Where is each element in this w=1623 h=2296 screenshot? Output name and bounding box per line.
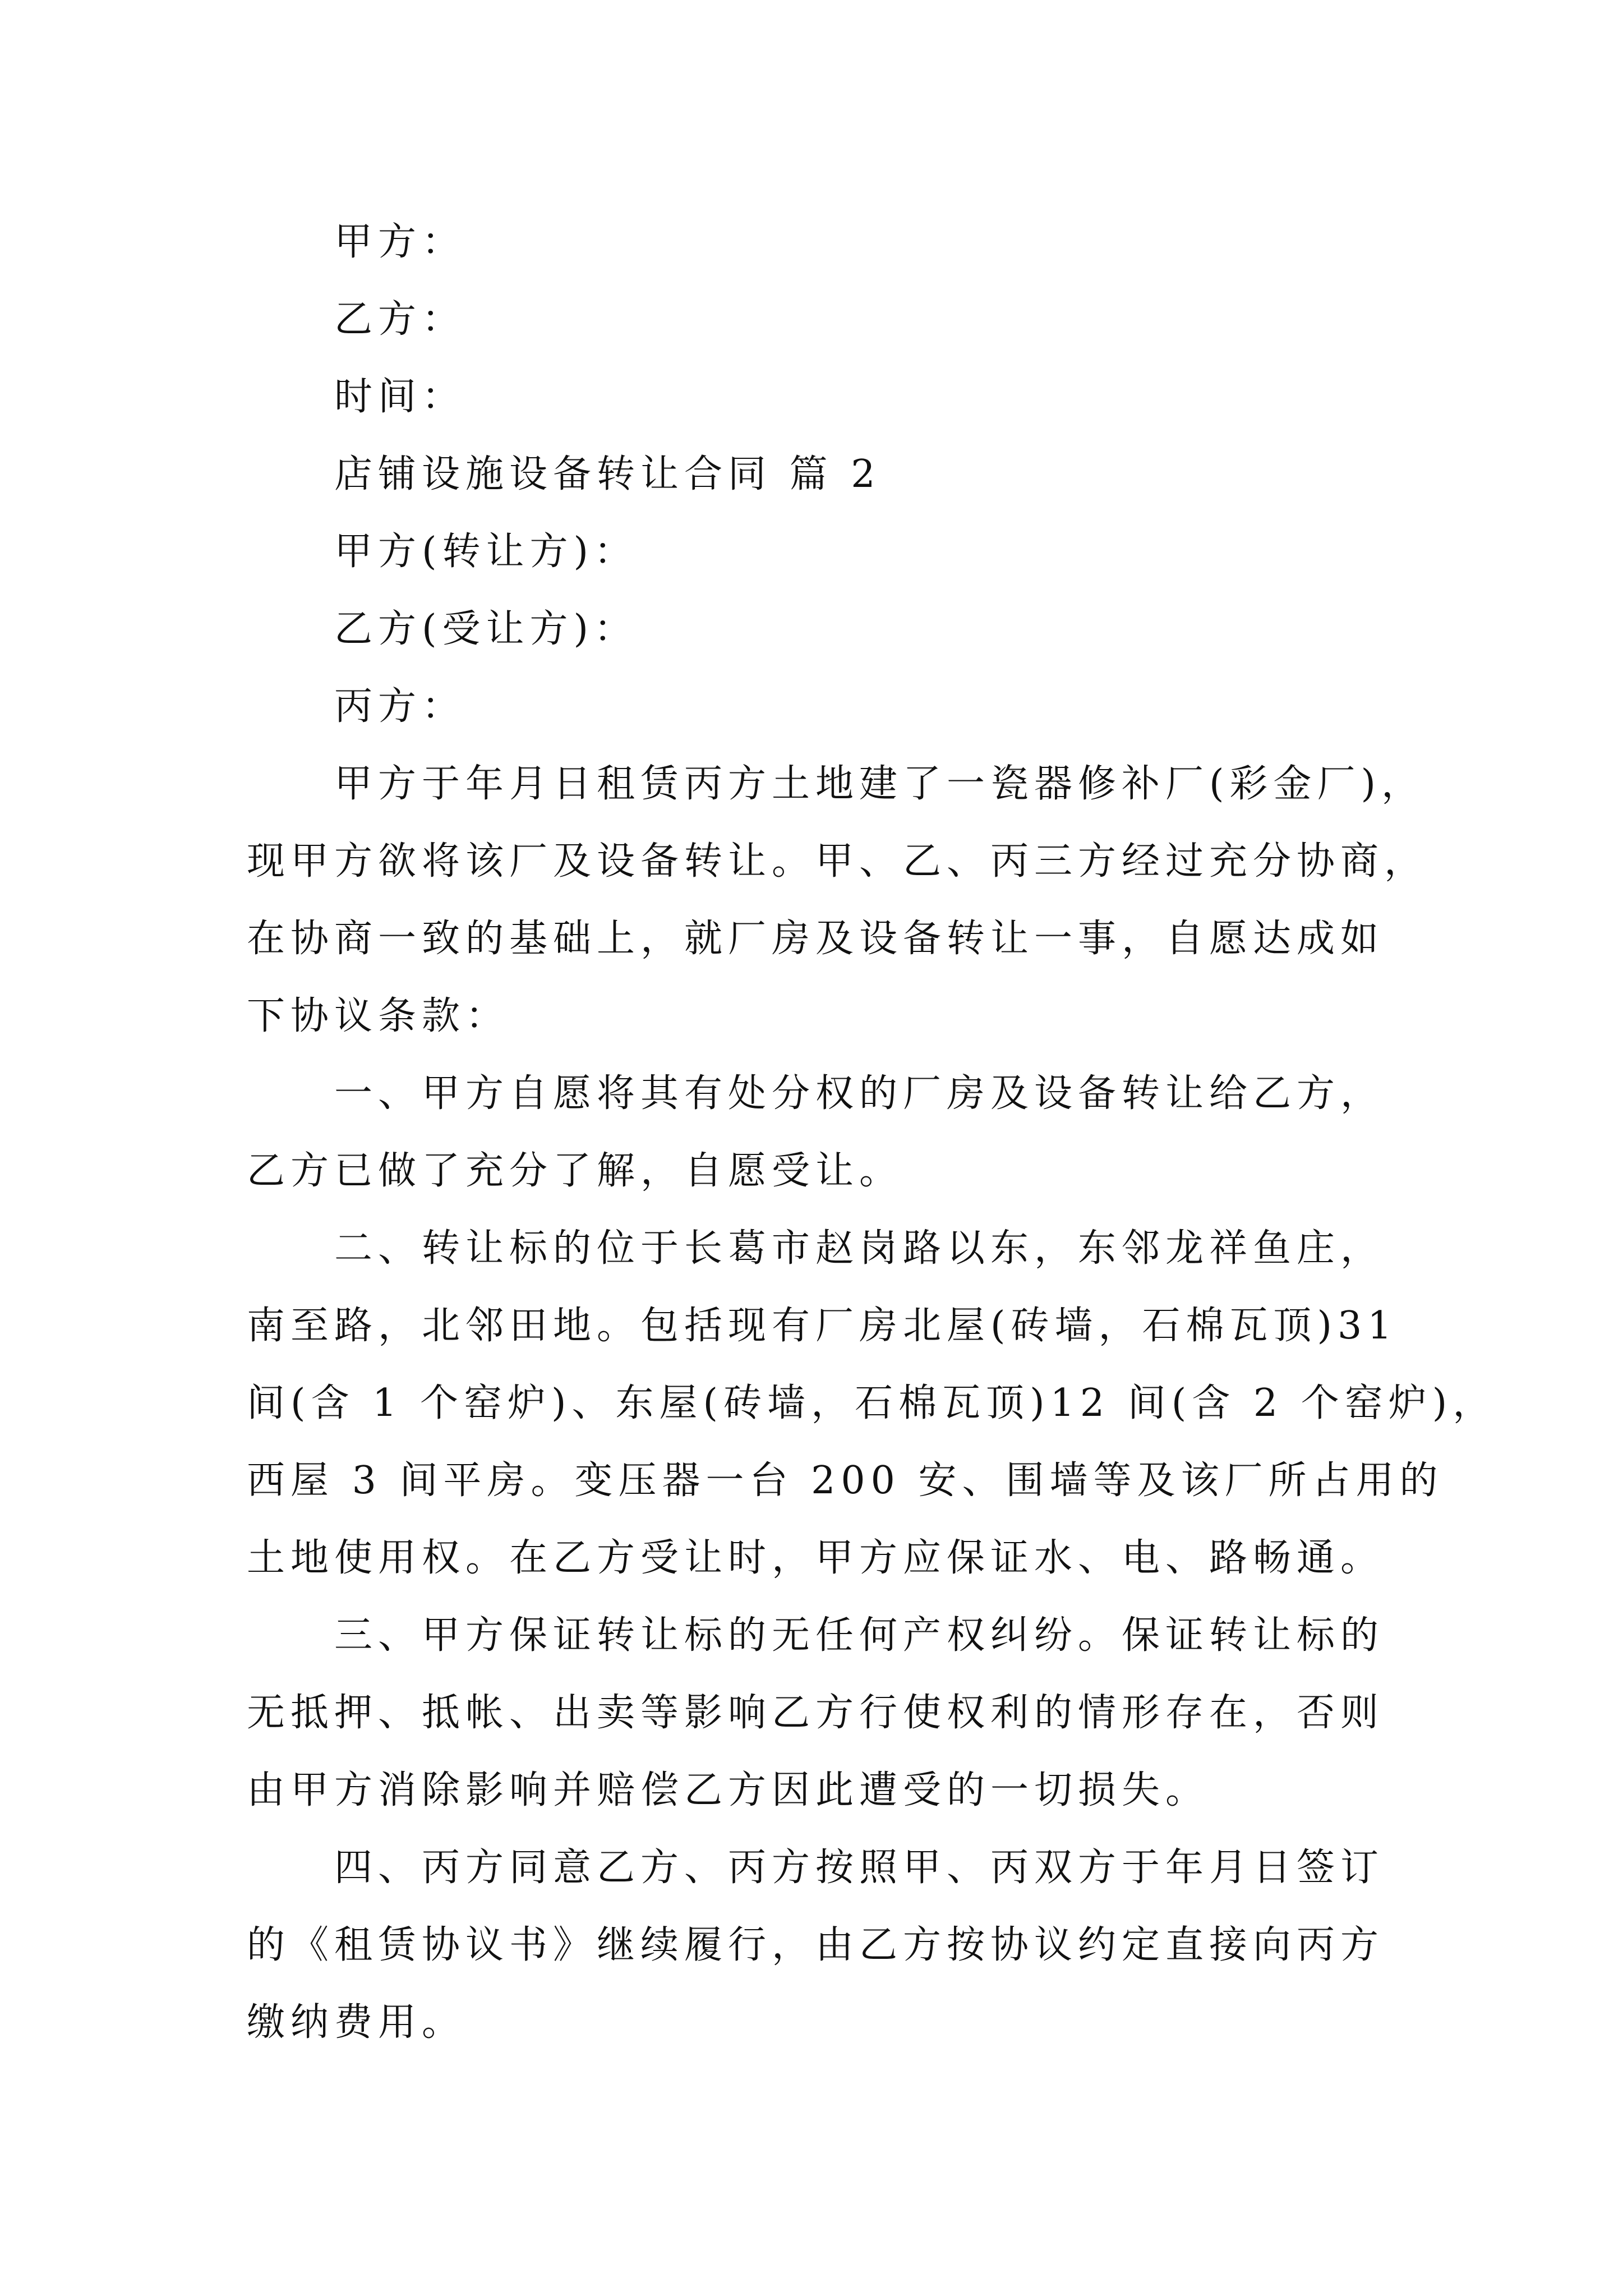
clause-4-line: 的《租赁协议书》继续履行，由乙方按协议约定直接向丙方	[247, 1923, 1385, 1967]
paragraph-line: 下协议条款：	[247, 994, 510, 1038]
clause-4-line: 缴纳费用。	[247, 2000, 466, 2045]
party-transferor-label: 甲方(转让方)：	[334, 530, 638, 574]
clause-4-line: 四、丙方同意乙方、丙方按照甲、丙双方于年月日签订	[334, 1846, 1385, 1890]
clause-3-line: 由甲方消除影响并赔偿乙方因此遭受的一切损失。	[247, 1768, 1210, 1812]
clause-3-line: 无抵押、抵帐、出卖等影响乙方行使权利的情形存在，否则	[247, 1691, 1385, 1735]
clause-2-line: 土地使用权。在乙方受让时，甲方应保证水、电、路畅通。	[247, 1536, 1385, 1580]
clause-3-line: 三、甲方保证转让标的无任何产权纠纷。保证转让标的	[334, 1613, 1385, 1658]
clause-1-line: 乙方已做了充分了解，自愿受让。	[247, 1149, 903, 1193]
signature-date-label: 时间：	[334, 375, 466, 419]
clause-2-line: 南至路，北邻田地。包括现有厂房北屋(砖墙，石棉瓦顶)31	[247, 1304, 1398, 1348]
clause-1-line: 一、甲方自愿将其有处分权的厂房及设备转让给乙方，	[334, 1071, 1385, 1116]
party-transferee-label: 乙方(受让方)：	[334, 607, 638, 651]
paragraph-line: 甲方于年月日租赁丙方土地建了一瓷器修补厂(彩金厂)，	[334, 762, 1426, 806]
signature-party-b-label: 乙方：	[334, 297, 466, 342]
clause-2-line: 西屋 3 间平房。变压器一台 200 安、围墙等及该厂所占用的	[247, 1458, 1444, 1503]
signature-party-a-label: 甲方：	[334, 220, 466, 264]
clause-2-line: 间(含 1 个窑炉)、东屋(砖墙，石棉瓦顶)12 间(含 2 个窑炉)，	[247, 1381, 1497, 1425]
party-third-label: 丙方：	[334, 684, 466, 729]
paragraph-line: 现甲方欲将该厂及设备转让。甲、乙、丙三方经过充分协商，	[247, 839, 1428, 884]
section-title: 店铺设施设备转让合同 篇 2	[334, 452, 881, 496]
paragraph-line: 在协商一致的基础上，就厂房及设备转让一事，自愿达成如	[247, 917, 1385, 961]
clause-2-line: 二、转让标的位于长葛市赵岗路以东，东邻龙祥鱼庄，	[334, 1226, 1385, 1271]
